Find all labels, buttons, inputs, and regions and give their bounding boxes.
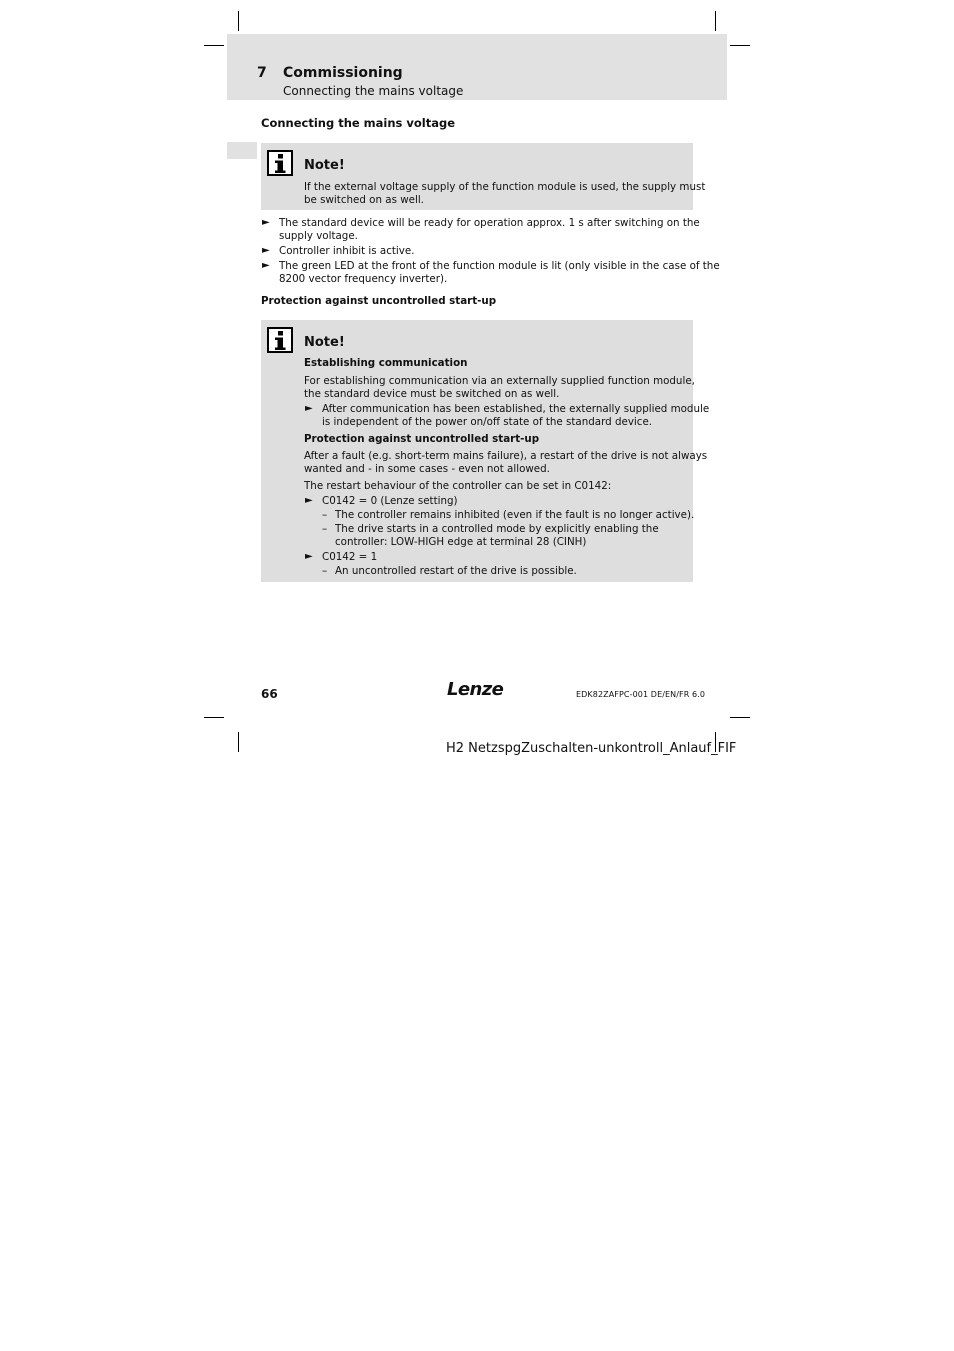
chapter-number: 7: [257, 65, 267, 81]
chapter-subtitle: Connecting the mains voltage: [283, 84, 464, 98]
crop-mark: [730, 45, 750, 46]
note-subheading: Protection against uncontrolled start-up: [304, 433, 540, 445]
crop-mark: [204, 45, 224, 46]
note-paragraph: The restart behaviour of the controller can be set in C0142:: [304, 480, 612, 492]
bullet-marker: ►: [305, 551, 313, 562]
list-item: C0142 = 0 (Lenze setting): [322, 495, 458, 507]
dash-marker: –: [322, 523, 328, 535]
list-item: The standard device will be ready for operation approx. 1 s after switching on the supply voltage.: [279, 217, 700, 242]
list-item: Controller inhibit is active.: [279, 245, 415, 257]
bullet-marker: ►: [262, 245, 270, 256]
crop-mark: [204, 717, 224, 718]
list-item: After communication has been established, the externally supplied module is independent of the power on/off state of the standard device.: [322, 403, 710, 428]
list-item: The green LED at the front of the function module is lit (only visible in the case of the 8200 vector frequency inverter).: [279, 260, 720, 285]
crop-mark: [238, 732, 239, 752]
chapter-title: Commissioning: [283, 65, 403, 81]
note-title: Note!: [304, 335, 345, 350]
sub-list-item: The drive starts in a controlled mode by explicitly enabling the controller: LOW-HIGH edge at terminal 28 (CINH): [335, 523, 659, 548]
dash-marker: –: [322, 565, 328, 577]
page-number: 66: [261, 687, 278, 701]
bullet-marker: ►: [262, 217, 270, 228]
info-icon: [267, 150, 293, 176]
note-subheading: Establishing communication: [304, 357, 468, 369]
note-text: If the external voltage supply of the function module is used, the supply must be switched on as well.: [304, 181, 706, 206]
sub-list-item: An uncontrolled restart of the drive is possible.: [335, 565, 577, 577]
crop-mark: [730, 717, 750, 718]
note-paragraph: For establishing communication via an externally supplied function module, the standard device must be switched on as well.: [304, 375, 695, 400]
crop-mark: [238, 11, 239, 31]
lenze-logo: Lenze: [447, 679, 504, 700]
slug-line: H2 NetzspgZuschalten-unkontroll_Anlauf_FIF: [446, 741, 737, 756]
doc-code: EDK82ZAFPC-001 DE/EN/FR 6.0: [576, 690, 706, 699]
bullet-marker: ►: [305, 495, 313, 506]
crop-mark: [715, 11, 716, 31]
sub-list-item: The controller remains inhibited (even if the fault is no longer active).: [335, 509, 695, 521]
note-title: Note!: [304, 158, 345, 173]
side-tab: [227, 142, 257, 159]
info-icon: [267, 327, 293, 353]
list-item: C0142 = 1: [322, 551, 378, 563]
section-title: Connecting the mains voltage: [261, 116, 456, 130]
note-paragraph: After a fault (e.g. short-term mains failure), a restart of the drive is not always wanted and - in some cases - even not allowed.: [304, 450, 708, 475]
bullet-marker: ►: [262, 260, 270, 271]
section-title: Protection against uncontrolled start-up: [261, 295, 497, 307]
dash-marker: –: [322, 509, 328, 521]
bullet-marker: ►: [305, 403, 313, 414]
